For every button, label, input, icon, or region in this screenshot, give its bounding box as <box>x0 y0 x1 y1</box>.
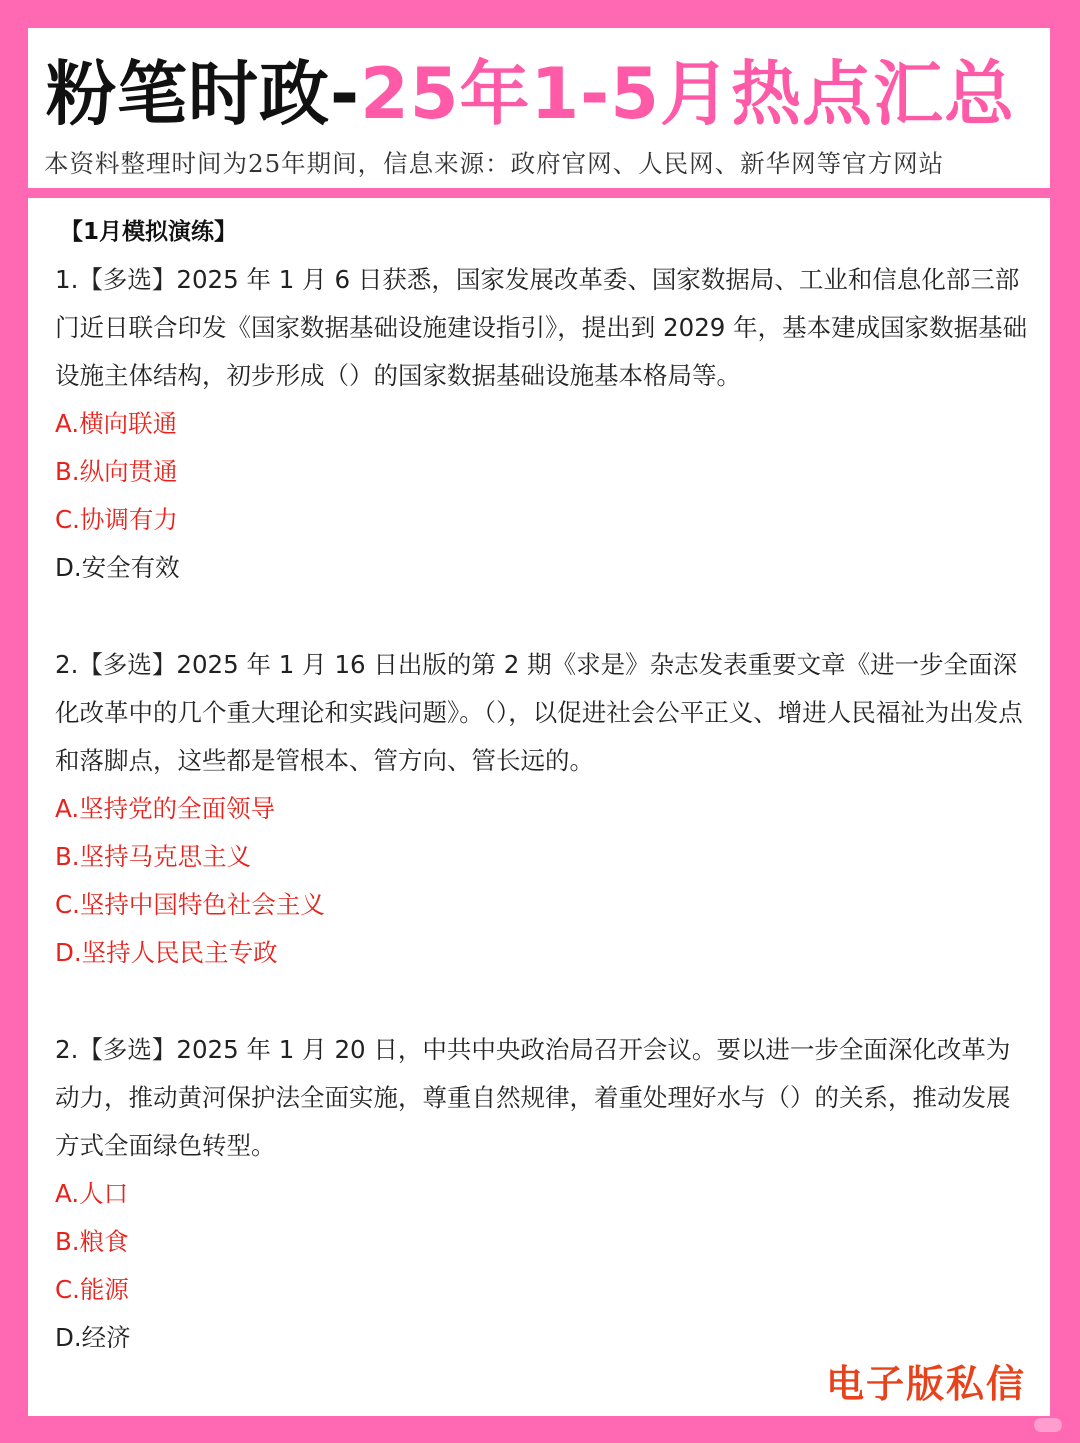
option-b: B.粮食 <box>55 1227 129 1256</box>
option-d: D.坚持人民民主专政 <box>55 938 278 967</box>
title-brand: 粉笔时政- <box>46 53 361 135</box>
question-text: 2.【多选】2025 年 1 月 16 日出版的第 2 期《求是》杂志发表重要文章《进一步全面深化改革中的几个重大理论和实践问题》。（），以促进社会公平正义、增进人民福祉为出发点和落脚点，这些都是管根本、管方向、管长远的。 <box>55 650 1023 775</box>
option-a: A.人口 <box>55 1179 129 1208</box>
content-card <box>28 198 1050 1416</box>
source-subtitle: 本资料整理时间为25年期间，信息来源：政府官网、人民网、新华网等官方网站 <box>44 149 945 178</box>
question-1 <box>55 256 1030 592</box>
option-b: B.坚持马克思主义 <box>55 842 252 871</box>
section-title: 【1月模拟演练】 <box>60 219 238 245</box>
question-2 <box>55 641 1030 977</box>
option-d: D.经济 <box>55 1323 131 1352</box>
header-card <box>28 28 1050 188</box>
option-d: D.安全有效 <box>55 553 180 582</box>
watermark <box>1034 1418 1062 1432</box>
option-b: B.纵向贯通 <box>55 457 178 486</box>
contact-note: 电子版私信 <box>825 1362 1026 1406</box>
question-3 <box>55 1026 1030 1362</box>
question-text: 2.【多选】2025 年 1 月 20 日，中共中央政治局召开会议。要以进一步全面深化改革为动力，推动黄河保护法全面实施，尊重自然规律，着重处理好水与（）的关系，推动发展方式全面绿色转型。 <box>55 1035 1011 1160</box>
option-a: A.横向联通 <box>55 409 178 438</box>
title-topic: 25年1-5月热点汇总 <box>360 53 1015 135</box>
option-c: C.协调有力 <box>55 505 178 534</box>
option-c: C.坚持中国特色社会主义 <box>55 890 325 919</box>
question-text: 1.【多选】2025 年 1 月 6 日获悉，国家发展改革委、国家数据局、工业和信息化部三部门近日联合印发《国家数据基础设施建设指引》，提出到 2029 年，基本建成国家数据基础设施主体结构，初步形成（）的国家数据基础设施基本格局等。 <box>55 265 1028 390</box>
option-a: A.坚持党的全面领导 <box>55 794 276 823</box>
option-c: C.能源 <box>55 1275 129 1304</box>
page-title <box>46 44 1036 144</box>
